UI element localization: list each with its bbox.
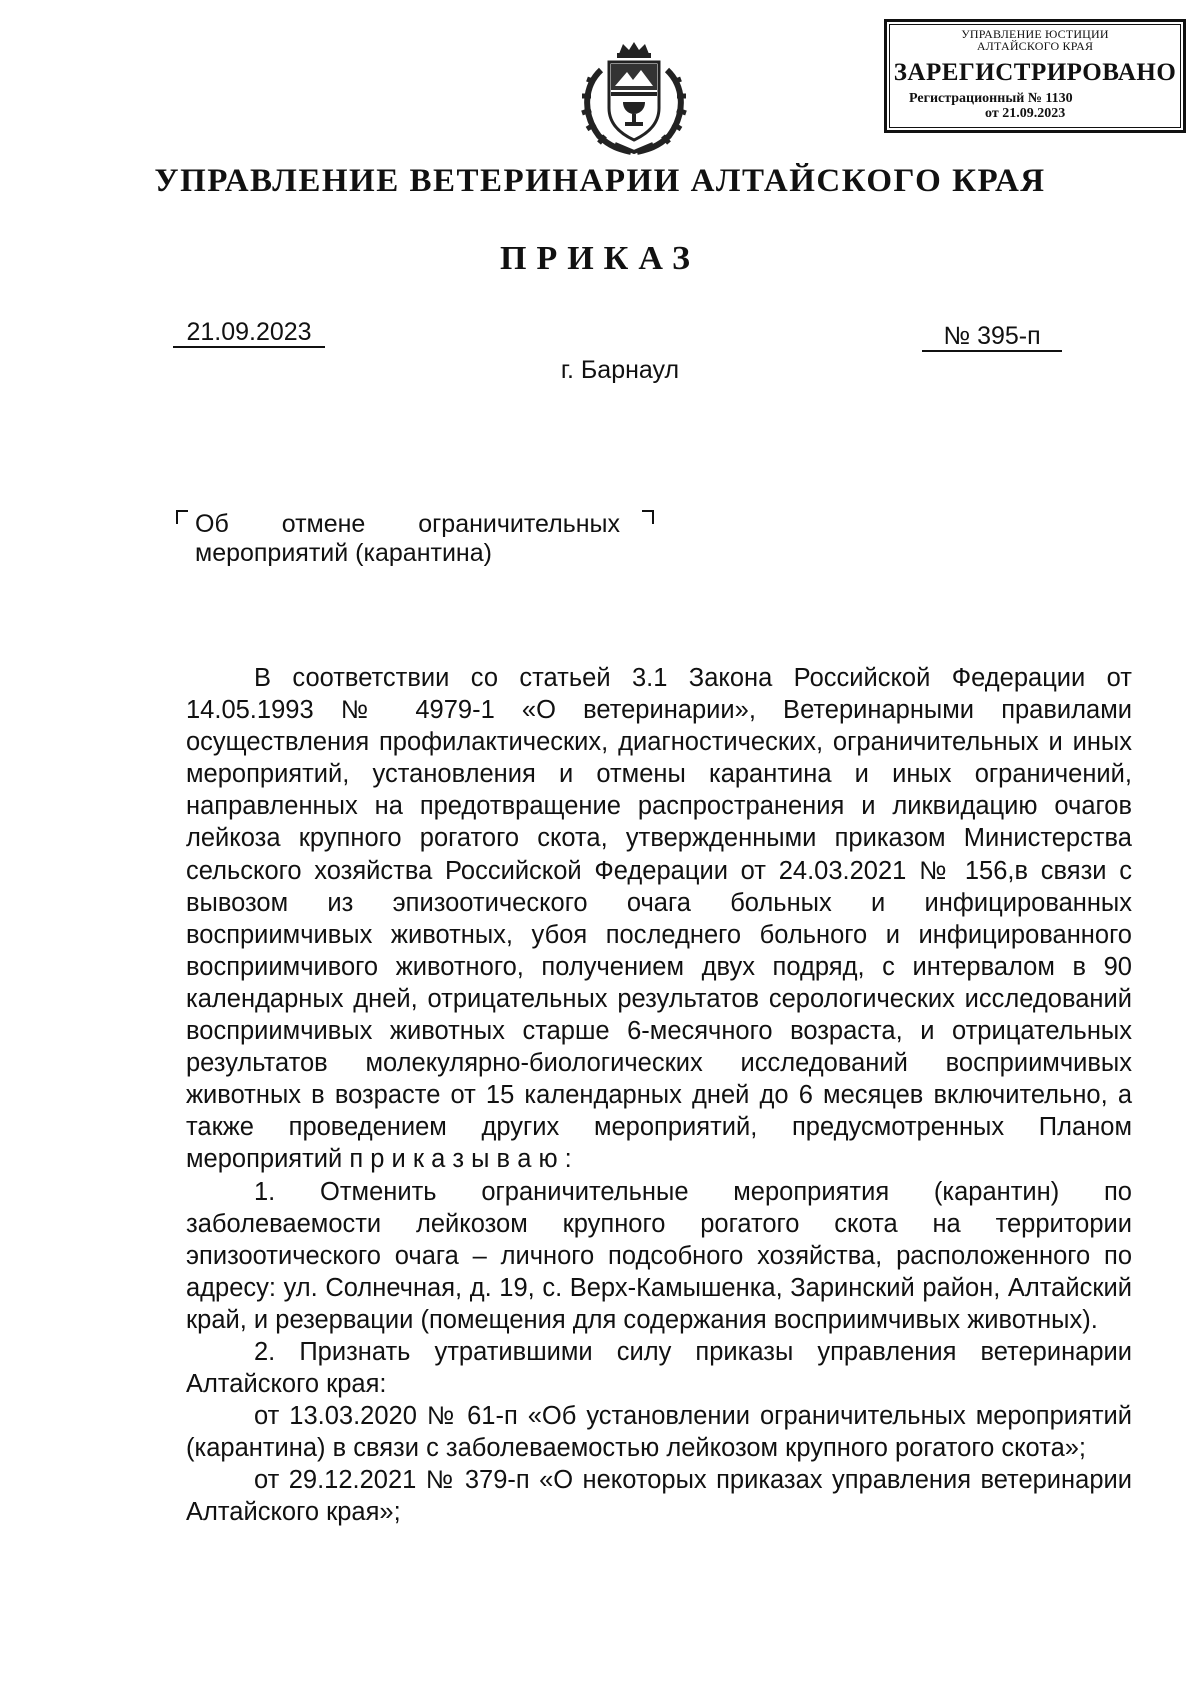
stamp-reg-number: Регистрационный № 1130	[909, 91, 1073, 106]
altai-krai-coat-of-arms-icon	[571, 40, 697, 156]
order-body	[186, 662, 1132, 1529]
repealed-order-item: от 13.03.2020 № 61-п «Об установлении ограничительных мероприятий (карантина) в связи с заболеваемостью лейкозом крупного рогатого скота»;	[186, 1402, 1132, 1463]
registration-stamp	[884, 19, 1186, 133]
stamp-reg-date: от 21.09.2023	[985, 106, 1066, 121]
subject-bracket-left	[176, 510, 188, 524]
order-number: № 395-п	[922, 322, 1062, 352]
order-subject	[195, 510, 620, 568]
stamp-status: ЗАРЕГИСТРИРОВАНО	[893, 59, 1177, 86]
clause-2-paragraph: 2. Признать утратившими силу приказы управления ветеринарии Алтайского края:	[186, 1337, 1132, 1399]
city: г. Барнаул	[560, 356, 680, 384]
preamble-paragraph: В соответствии со статьей 3.1 Закона Российской Федерации от 14.05.1993 № 4979-1 «О ветеринарии», Ветеринарными правилами осуществления профилактических, диагностических, ограничительных и иных мероприятий, установления и отмены карантина и иных ограничений, направленных на предотвращение распространения и ликвидацию очагов лейкоза крупного рогатого скота, утвержденными приказом Министерства сельского хозяйства Российской Федерации от 24.03.2021 № 156,в связи с вывозом из эпизоотического очага больных и инфицированных восприимчивых животных, убоя последнего больного и инфицированного восприимчивого животного, получением двух подряд, с интервалом в 90 календарных дней, отрицательных результатов серологических исследований восприимчивых животных старше 6-месячного возраста, и отрицательных результатов молекулярно-биологических исследований восприимчивых животных в возрасте от 15 календарных дней до 6 месяцев включительно, а также проведением других мероприятий, предусмотренных Планом мероприятий п р и к а з ы в а ю :	[186, 664, 1132, 1174]
stamp-authority-line2: АЛТАЙСКОГО КРАЯ	[976, 39, 1094, 53]
subject-line-1: Об отмене ограничительных	[195, 510, 620, 538]
stamp-authority-line1: УПРАВЛЕНИЕ ЮСТИЦИИ	[961, 27, 1109, 41]
clause-1-paragraph: 1. Отменить ограничительные мероприятия (карантин) по заболеваемости лейкозом крупного рогатого скота на территории эпизоотического очага – личного подсобного хозяйства, расположенного по адресу: ул. Солнечная, д. 19, с. Верх-Камышенка, Заринский район, Алтайский край, и резервации (помещения для содержания восприимчивых животных).	[186, 1177, 1132, 1334]
repealed-order-item: от 29.12.2021 № 379-п «О некоторых приказах управления ветеринарии Алтайского края»;	[186, 1466, 1132, 1527]
organization-title: УПРАВЛЕНИЕ ВЕТЕРИНАРИИ АЛТАЙСКОГО КРАЯ	[154, 163, 1046, 199]
subject-bracket-right	[642, 510, 654, 524]
subject-line-2: мероприятий (карантина)	[195, 539, 492, 567]
order-date: 21.09.2023	[173, 318, 325, 348]
document-type: ПРИКАЗ	[500, 240, 700, 277]
